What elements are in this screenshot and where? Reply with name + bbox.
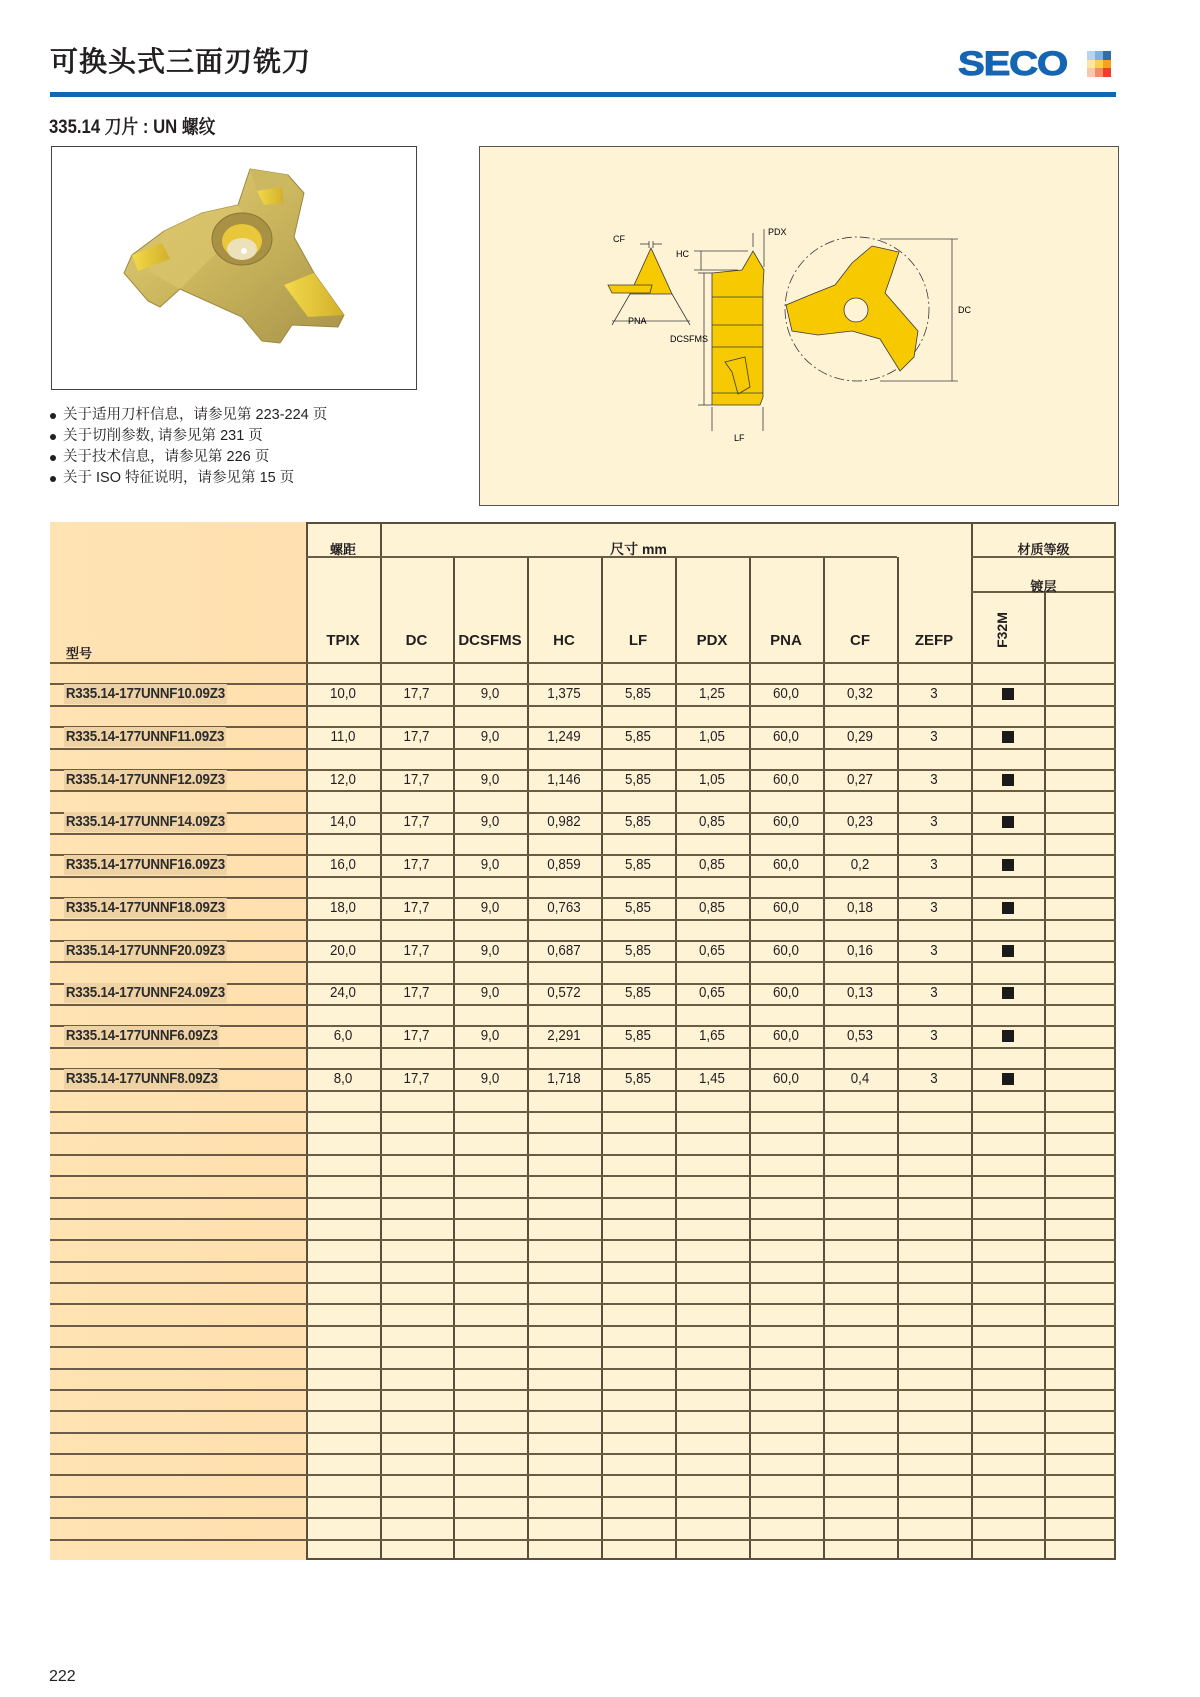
note-item: 关于 ISO 特征说明，请参见第 15 页 [48, 468, 327, 489]
grid-hline [50, 790, 1116, 792]
table-cell-hc: 0,982 [547, 814, 581, 830]
table-cell-dc: 17,7 [403, 772, 430, 788]
grid-vline [971, 522, 973, 1560]
table-cell-tpix: 18,0 [330, 900, 356, 916]
seco-logo [958, 44, 1067, 83]
table-cell-lf: 5,85 [625, 1028, 651, 1044]
table-cell-zefp: 3 [930, 900, 938, 916]
column-header-hc: HC [553, 632, 575, 649]
grid-hline [50, 1496, 1116, 1498]
header-coating: 镀层 [1030, 580, 1057, 595]
bullet-icon [50, 455, 56, 461]
grid-hline [50, 1111, 1116, 1113]
grid-hline [50, 1239, 1116, 1241]
grid-hline [50, 1432, 1116, 1434]
grade-available-marker-icon [1002, 1030, 1014, 1042]
header-dims-group: 尺寸 mm [610, 541, 667, 557]
grid-hline [50, 1346, 1116, 1348]
reference-notes [48, 405, 327, 489]
grade-available-marker-icon [1002, 1073, 1014, 1085]
grid-hline [50, 1175, 1116, 1177]
header-model: 型号 [66, 647, 93, 662]
table-cell-lf: 5,85 [625, 900, 651, 916]
grid-hline [50, 1132, 1116, 1134]
table-cell-pdx: 0,65 [699, 985, 725, 1001]
table-cell-pdx: 1,25 [699, 686, 725, 702]
table-cell-hc: 0,572 [547, 985, 581, 1001]
table-cell-zefp: 3 [930, 857, 938, 873]
grade-available-marker-icon [1002, 774, 1014, 786]
column-header-tpix: TPIX [326, 632, 360, 649]
table-cell-cf: 0,53 [847, 1028, 873, 1044]
table-cell-cf: 0,23 [847, 814, 873, 830]
table-cell-lf: 5,85 [625, 686, 651, 702]
header-pitch-group: 螺距 [329, 543, 356, 558]
grade-available-marker-icon [1002, 987, 1014, 999]
table-row-model: R335.14-177UNNF18.09Z3 [65, 900, 225, 916]
table-cell-dcsfms: 9,0 [480, 900, 500, 916]
dcsfms-label: DCSFMS [670, 334, 708, 344]
insert-photo-icon [52, 147, 416, 389]
grid-hline [50, 705, 1116, 707]
table-cell-hc: 1,146 [547, 772, 581, 788]
table-cell-hc: 1,375 [547, 686, 581, 702]
table-cell-dcsfms: 9,0 [480, 772, 500, 788]
table-cell-lf: 5,85 [625, 729, 651, 745]
table-cell-pna: 60,0 [773, 1028, 799, 1044]
table-cell-pdx: 1,45 [699, 1071, 725, 1087]
table-cell-pna: 60,0 [773, 814, 799, 830]
grid-hline [50, 1474, 1116, 1476]
grade-available-marker-icon [1002, 902, 1014, 914]
cf-label: CF [613, 234, 625, 244]
table-cell-lf: 5,85 [625, 857, 651, 873]
table-cell-zefp: 3 [930, 814, 938, 830]
dimension-diagram [479, 146, 1119, 506]
table-cell-tpix: 6,0 [333, 1028, 353, 1044]
table-cell-tpix: 10,0 [330, 686, 356, 702]
grid-hline [50, 1282, 1116, 1284]
table-cell-cf: 0,2 [850, 857, 870, 873]
table-cell-tpix: 24,0 [330, 985, 356, 1001]
table-cell-pdx: 1,05 [699, 772, 725, 788]
grid-hline [50, 1090, 1116, 1092]
table-cell-hc: 0,859 [547, 857, 581, 873]
grid-hline [50, 1517, 1116, 1519]
brand-color-squares-icon [1087, 51, 1111, 77]
table-cell-lf: 5,85 [625, 985, 651, 1001]
table-cell-dcsfms: 9,0 [480, 857, 500, 873]
table-cell-pdx: 0,85 [699, 857, 725, 873]
pna-label: PNA [628, 316, 647, 326]
grid-hline [50, 1047, 1116, 1049]
table-cell-tpix: 8,0 [333, 1071, 353, 1087]
table-cell-dc: 17,7 [403, 1071, 430, 1087]
grid-hline [50, 1303, 1116, 1305]
note-item: 关于适用刀杆信息，请参见第 223-224 页 [48, 405, 327, 426]
table-cell-dc: 17,7 [403, 857, 430, 873]
bullet-icon [50, 413, 56, 419]
table-cell-tpix: 16,0 [330, 857, 356, 873]
table-row-model: R335.14-177UNNF16.09Z3 [65, 857, 225, 873]
table-cell-pna: 60,0 [773, 772, 799, 788]
note-item: 关于切削参数, 请参见第 231 页 [48, 426, 327, 447]
table-cell-dc: 17,7 [403, 729, 430, 745]
table-cell-hc: 0,687 [547, 943, 581, 959]
grade-available-marker-icon [1002, 859, 1014, 871]
table-cell-zefp: 3 [930, 729, 938, 745]
bullet-icon [50, 476, 56, 482]
table-cell-pna: 60,0 [773, 686, 799, 702]
brand-name: SECO [958, 44, 1067, 83]
table-cell-dcsfms: 9,0 [480, 729, 500, 745]
table-cell-zefp: 3 [930, 943, 938, 959]
grid-hline [50, 919, 1116, 921]
grid-hline [50, 1389, 1116, 1391]
grid-hline [50, 1453, 1116, 1455]
lf-label: LF [734, 433, 745, 443]
table-cell-zefp: 3 [930, 985, 938, 1001]
grade-available-marker-icon [1002, 816, 1014, 828]
table-cell-tpix: 11,0 [330, 729, 356, 745]
table-cell-dc: 17,7 [403, 900, 430, 916]
table-row-model: R335.14-177UNNF11.09Z3 [65, 729, 225, 745]
table-cell-dcsfms: 9,0 [480, 1071, 500, 1087]
grid-hline [50, 833, 1116, 835]
grid-hline [50, 1261, 1116, 1263]
table-cell-dcsfms: 9,0 [480, 686, 500, 702]
dc-label: DC [958, 305, 971, 315]
table-cell-dc: 17,7 [403, 985, 430, 1001]
table-cell-lf: 5,85 [625, 814, 651, 830]
table-cell-hc: 0,763 [547, 900, 581, 916]
table-cell-tpix: 12,0 [330, 772, 356, 788]
table-cell-zefp: 3 [930, 1028, 938, 1044]
grid-hline [50, 961, 1116, 963]
grid-hline [50, 662, 1116, 664]
header-grade-f32m: F32M [994, 612, 1010, 648]
table-cell-pna: 60,0 [773, 943, 799, 959]
grade-available-marker-icon [1002, 688, 1014, 700]
grid-hline [50, 748, 1116, 750]
section-subtitle: 335.14 刀片 : UN 螺纹 [49, 117, 216, 138]
table-cell-hc: 2,291 [547, 1028, 581, 1044]
table-cell-hc: 1,249 [547, 729, 581, 745]
hc-label: HC [676, 249, 689, 259]
table-cell-cf: 0,18 [847, 900, 873, 916]
column-header-pna: PNA [770, 632, 802, 649]
table-cell-pdx: 1,05 [699, 729, 725, 745]
grid-vline [1044, 592, 1046, 1560]
table-cell-dcsfms: 9,0 [480, 814, 500, 830]
table-cell-pna: 60,0 [773, 1071, 799, 1087]
table-cell-pdx: 0,65 [699, 943, 725, 959]
table-row-model: R335.14-177UNNF8.09Z3 [65, 1071, 218, 1087]
table-cell-dcsfms: 9,0 [480, 985, 500, 1001]
table-row-model: R335.14-177UNNF24.09Z3 [65, 985, 225, 1001]
column-header-lf: LF [628, 632, 648, 649]
table-cell-hc: 1,718 [547, 1071, 581, 1087]
grid-vline [380, 522, 382, 1560]
table-cell-dc: 17,7 [403, 814, 430, 830]
table-row-model: R335.14-177UNNF14.09Z3 [65, 814, 225, 830]
grid-hline [50, 1410, 1116, 1412]
column-header-pdx: PDX [696, 632, 728, 649]
table-cell-pdx: 0,85 [699, 814, 725, 830]
page-number: 222 [49, 1668, 76, 1685]
table-cell-cf: 0,27 [847, 772, 873, 788]
table-cell-lf: 5,85 [625, 943, 651, 959]
table-cell-pna: 60,0 [773, 900, 799, 916]
column-header-dcsfms: DCSFMS [458, 632, 522, 649]
table-cell-dc: 17,7 [403, 943, 430, 959]
table-row-model: R335.14-177UNNF12.09Z3 [65, 772, 225, 788]
column-header-cf: CF [850, 632, 870, 649]
grid-hline [50, 876, 1116, 878]
table-cell-lf: 5,85 [625, 1071, 651, 1087]
table-cell-pna: 60,0 [773, 857, 799, 873]
grid-hline [50, 1368, 1116, 1370]
table-cell-dc: 17,7 [403, 686, 430, 702]
table-cell-zefp: 3 [930, 772, 938, 788]
table-cell-tpix: 14,0 [330, 814, 356, 830]
header-grade-group: 材质等级 [1017, 543, 1070, 558]
grid-hline [50, 1004, 1116, 1006]
grid-hline [50, 1197, 1116, 1199]
table-cell-pna: 60,0 [773, 985, 799, 1001]
note-item: 关于技术信息，请参见第 226 页 [48, 447, 327, 468]
table-cell-zefp: 3 [930, 686, 938, 702]
table-row-model: R335.14-177UNNF10.09Z3 [65, 686, 225, 702]
grid-hline [50, 1218, 1116, 1220]
column-header-dc: DC [405, 632, 428, 649]
pdx-label: PDX [768, 227, 787, 237]
table-cell-zefp: 3 [930, 1071, 938, 1087]
bullet-icon [50, 434, 56, 440]
table-cell-dc: 17,7 [403, 1028, 430, 1044]
table-cell-cf: 0,4 [850, 1071, 870, 1087]
grid-hline [50, 1539, 1116, 1541]
table-cell-dcsfms: 9,0 [480, 943, 500, 959]
table-cell-cf: 0,13 [847, 985, 873, 1001]
table-cell-cf: 0,32 [847, 686, 873, 702]
grade-available-marker-icon [1002, 945, 1014, 957]
table-cell-tpix: 20,0 [330, 943, 356, 959]
table-cell-cf: 0,29 [847, 729, 873, 745]
column-header-zefp: ZEFP [914, 632, 954, 649]
table-cell-cf: 0,16 [847, 943, 873, 959]
product-photo [51, 146, 417, 390]
table-cell-lf: 5,85 [625, 772, 651, 788]
grid-hline [50, 1325, 1116, 1327]
page-title: 可换头式三面刃铣刀 [50, 45, 312, 78]
table-cell-pdx: 1,65 [699, 1028, 725, 1044]
table-cell-pna: 60,0 [773, 729, 799, 745]
table-cell-dcsfms: 9,0 [480, 1028, 500, 1044]
grid-vline [306, 522, 308, 1560]
title-divider [50, 92, 1116, 97]
table-row-model: R335.14-177UNNF6.09Z3 [65, 1028, 218, 1044]
grid-hline [50, 1154, 1116, 1156]
insert-dimension-drawing-icon [480, 147, 1118, 505]
grade-available-marker-icon [1002, 731, 1014, 743]
table-row-model: R335.14-177UNNF20.09Z3 [65, 943, 225, 959]
table-cell-pdx: 0,85 [699, 900, 725, 916]
